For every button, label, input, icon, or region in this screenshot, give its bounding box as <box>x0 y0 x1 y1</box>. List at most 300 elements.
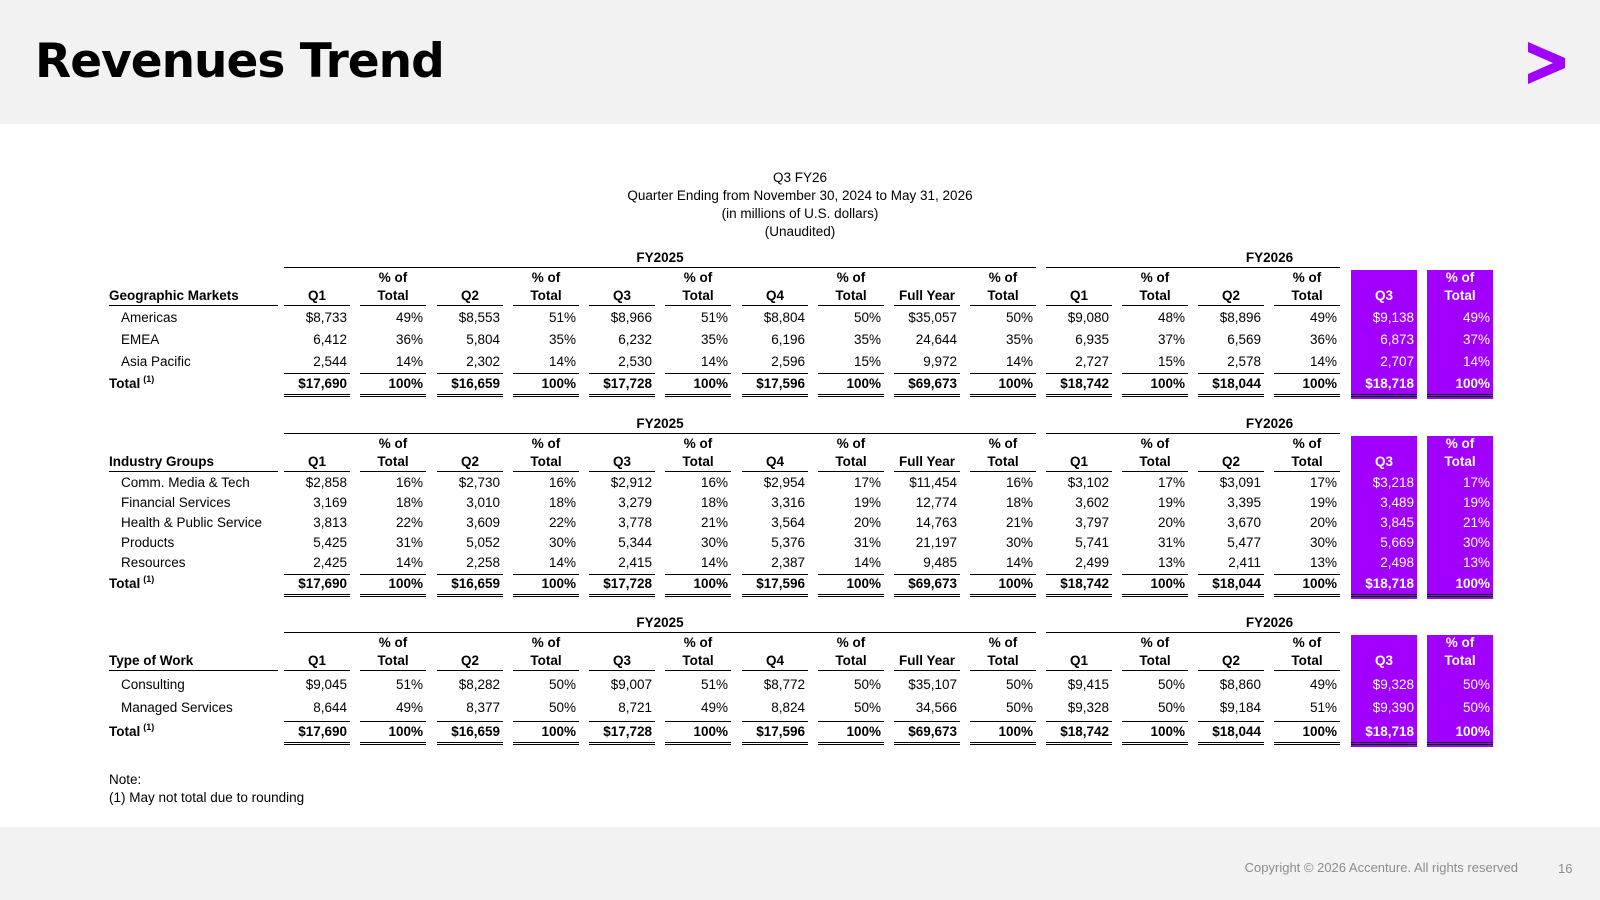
table-cell: 5,804 <box>466 332 500 347</box>
total-cell: $69,673 <box>908 724 957 739</box>
table-cell: 14% <box>853 555 881 570</box>
total-cell: $17,728 <box>603 724 652 739</box>
row-label: Comm. Media & Tech <box>121 475 250 490</box>
table-cell: $8,896 <box>1219 310 1261 325</box>
subtotal-rule <box>1427 574 1493 575</box>
table-cell: 14% <box>395 354 423 369</box>
table-cell: 2,578 <box>1227 354 1261 369</box>
table-cell: 12,774 <box>915 495 957 510</box>
table-cell: 21,197 <box>915 535 957 550</box>
total-cell: 100% <box>1302 376 1337 391</box>
column-header-q3: Q3 <box>1374 653 1393 668</box>
column-header-rule <box>513 305 579 306</box>
table-cell: 22% <box>548 515 576 530</box>
total-cell: 100% <box>846 576 881 591</box>
table-cell: 2,544 <box>313 354 347 369</box>
table-cell: $3,091 <box>1219 475 1261 490</box>
column-header-rule <box>818 670 884 671</box>
total-double-rule <box>1427 394 1493 397</box>
total-cell: $17,728 <box>603 576 652 591</box>
table-cell: $35,057 <box>908 310 957 325</box>
column-header-rule <box>1122 305 1188 306</box>
total-cell: 100% <box>541 724 576 739</box>
footer <box>0 827 1600 900</box>
column-header-q2: Q2 <box>1221 288 1240 303</box>
column-header-rule <box>284 305 350 306</box>
column-header-rule <box>1046 471 1112 472</box>
column-header-pct: % of <box>683 635 713 650</box>
column-header-pct: % of <box>988 270 1018 285</box>
table-cell: 2,727 <box>1075 354 1109 369</box>
column-header-rule <box>360 471 426 472</box>
column-header-q3: Q3 <box>612 653 631 668</box>
total-double-rule <box>1427 594 1493 597</box>
table-cell: $9,390 <box>1372 700 1414 715</box>
column-header-pct: % of <box>378 270 408 285</box>
subtotal-rule <box>665 373 731 374</box>
total-label-text: Total <box>109 376 141 391</box>
table-cell: 35% <box>1005 332 1033 347</box>
subtotal-rule <box>1046 574 1112 575</box>
table-cell: 2,387 <box>771 555 805 570</box>
table-cell: $3,102 <box>1067 475 1109 490</box>
section-heading: Type of Work <box>109 653 194 668</box>
column-header-rule <box>665 670 731 671</box>
column-header-pct: % of <box>836 270 866 285</box>
total-label <box>109 724 154 739</box>
table-cell: 20% <box>1157 515 1185 530</box>
subtotal-rule <box>589 373 655 374</box>
subtotal-rule <box>1046 373 1112 374</box>
table-cell: 3,845 <box>1380 515 1414 530</box>
total-double-rule <box>284 594 350 597</box>
fy2026-rule <box>1046 632 1340 633</box>
column-header-q3: Q3 <box>1374 454 1393 469</box>
table-cell: $9,045 <box>305 677 347 692</box>
table-cell: 18% <box>1005 495 1033 510</box>
total-double-rule <box>818 742 884 745</box>
total-cell: 100% <box>998 576 1033 591</box>
total-cell: $17,728 <box>603 376 652 391</box>
column-header-rule <box>818 305 884 306</box>
column-header-rule <box>1427 670 1493 671</box>
table-cell: 49% <box>1462 310 1490 325</box>
total-double-rule <box>437 594 503 597</box>
total-label-text: Total <box>109 724 141 739</box>
total-cell: $18,742 <box>1060 576 1109 591</box>
table-cell: 50% <box>548 677 576 692</box>
column-header-total: Total <box>1139 653 1171 668</box>
table-cell: 20% <box>1309 515 1337 530</box>
table-cell: 5,052 <box>466 535 500 550</box>
fy2026-label: FY2026 <box>1245 615 1294 630</box>
table-cell: 35% <box>548 332 576 347</box>
total-double-rule <box>1122 594 1188 597</box>
total-cell: 100% <box>1455 576 1490 591</box>
column-header-rule <box>1122 670 1188 671</box>
total-cell: 100% <box>1150 724 1185 739</box>
column-header-pct: % of <box>988 635 1018 650</box>
total-cell: $17,596 <box>756 376 805 391</box>
total-cell: $18,718 <box>1365 376 1414 391</box>
subtotal-rule <box>970 373 1036 374</box>
table-cell: 6,196 <box>771 332 805 347</box>
column-header-total: Total <box>1139 454 1171 469</box>
total-double-rule <box>1122 394 1188 397</box>
total-double-rule <box>284 742 350 745</box>
table-cell: 50% <box>853 677 881 692</box>
column-header-rule <box>1046 305 1112 306</box>
table-cell: 5,344 <box>618 535 652 550</box>
table-cell: 24,644 <box>915 332 957 347</box>
column-header-total: Total <box>835 288 867 303</box>
row-label: Health & Public Service <box>121 515 263 530</box>
total-double-rule <box>1274 742 1340 745</box>
table-cell: 19% <box>1157 495 1185 510</box>
subtotal-rule <box>894 721 960 722</box>
table-cell: 49% <box>700 700 728 715</box>
table-cell: 17% <box>1309 475 1337 490</box>
table-cell: 18% <box>548 495 576 510</box>
total-label <box>109 376 154 391</box>
column-header-rule <box>437 305 503 306</box>
column-header-total: Total <box>530 288 562 303</box>
caption-audit: (Unaudited) <box>764 224 836 239</box>
table-cell: 48% <box>1157 310 1185 325</box>
column-header-rule <box>360 305 426 306</box>
table-cell: 3,670 <box>1227 515 1261 530</box>
table-cell: 8,721 <box>618 700 652 715</box>
total-double-rule <box>894 742 960 745</box>
column-header-rule <box>1046 670 1112 671</box>
section-heading: Geographic Markets <box>109 288 239 303</box>
total-double-rule <box>1274 594 1340 597</box>
column-header-pct: % of <box>683 436 713 451</box>
table-cell: 22% <box>395 515 423 530</box>
total-cell: $69,673 <box>908 576 957 591</box>
table-cell: 36% <box>395 332 423 347</box>
table-cell: 14% <box>1005 555 1033 570</box>
total-cell: $16,659 <box>451 376 500 391</box>
total-double-rule <box>742 594 808 597</box>
subtotal-rule <box>589 574 655 575</box>
column-header-q2: Q2 <box>460 454 479 469</box>
table-cell: $2,858 <box>305 475 347 490</box>
subtotal-rule <box>818 373 884 374</box>
subtotal-rule <box>818 574 884 575</box>
subtotal-rule <box>894 373 960 374</box>
subtotal-rule <box>665 721 731 722</box>
total-double-rule <box>513 742 579 745</box>
column-header-pct: % of <box>531 436 561 451</box>
table-cell: 9,485 <box>923 555 957 570</box>
caption-period: Q3 FY26 <box>772 170 828 185</box>
total-cell: 100% <box>998 724 1033 739</box>
column-header-pct: % of <box>1140 436 1170 451</box>
table-cell: 17% <box>1462 475 1490 490</box>
column-header-total: Total <box>377 288 409 303</box>
table-cell: 3,602 <box>1075 495 1109 510</box>
table-cell: $8,966 <box>610 310 652 325</box>
table-cell: 2,530 <box>618 354 652 369</box>
subtotal-rule <box>513 574 579 575</box>
header <box>0 0 1600 124</box>
column-header-full-year: Full Year <box>898 288 956 303</box>
total-cell: 100% <box>541 576 576 591</box>
total-cell: $17,596 <box>756 576 805 591</box>
table-cell: 2,498 <box>1380 555 1414 570</box>
table-cell: 30% <box>1005 535 1033 550</box>
table-cell: $8,804 <box>763 310 805 325</box>
accenture-logo-icon <box>1525 40 1569 86</box>
total-cell: $17,596 <box>756 724 805 739</box>
table-cell: $8,733 <box>305 310 347 325</box>
table-cell: 50% <box>1157 700 1185 715</box>
subtotal-rule <box>1122 373 1188 374</box>
column-header-rule <box>1274 471 1340 472</box>
column-header-total: Total <box>1444 288 1476 303</box>
total-cell: 100% <box>1150 576 1185 591</box>
subtotal-rule <box>818 721 884 722</box>
column-header-q2: Q2 <box>1221 653 1240 668</box>
table-cell: 3,564 <box>771 515 805 530</box>
total-double-rule <box>970 594 1036 597</box>
total-cell: 100% <box>1455 724 1490 739</box>
table-cell: 14% <box>548 555 576 570</box>
total-double-rule <box>1046 394 1112 397</box>
table-cell: $9,138 <box>1372 310 1414 325</box>
table-cell: 15% <box>853 354 881 369</box>
total-double-rule <box>894 594 960 597</box>
table-cell: 51% <box>1309 700 1337 715</box>
heading-rule <box>109 305 278 306</box>
column-header-q3: Q3 <box>612 454 631 469</box>
column-header-total: Total <box>987 454 1019 469</box>
total-cell: 100% <box>693 576 728 591</box>
table-cell: 3,813 <box>313 515 347 530</box>
note-label: Note: <box>109 772 142 787</box>
total-cell: 100% <box>693 724 728 739</box>
table-cell: 51% <box>395 677 423 692</box>
column-header-total: Total <box>1291 653 1323 668</box>
heading-rule <box>109 670 278 671</box>
total-cell: 100% <box>998 376 1033 391</box>
table-cell: 14% <box>548 354 576 369</box>
subtotal-rule <box>284 721 350 722</box>
column-header-rule <box>970 305 1036 306</box>
total-cell: 100% <box>693 376 728 391</box>
table-cell: 8,377 <box>466 700 500 715</box>
table-cell: 35% <box>853 332 881 347</box>
table-cell: 3,316 <box>771 495 805 510</box>
total-double-rule <box>360 594 426 597</box>
column-header-rule <box>1274 670 1340 671</box>
total-double-rule <box>513 394 579 397</box>
table-cell: 6,935 <box>1075 332 1109 347</box>
table-cell: 30% <box>1309 535 1337 550</box>
column-header-total: Total <box>377 653 409 668</box>
table-cell: 3,778 <box>618 515 652 530</box>
total-cell: 100% <box>388 576 423 591</box>
total-double-rule <box>1351 742 1417 745</box>
table-cell: 31% <box>395 535 423 550</box>
total-double-rule <box>1427 742 1493 745</box>
fy2025-label: FY2025 <box>636 250 684 265</box>
table-cell: 5,741 <box>1075 535 1109 550</box>
total-double-rule <box>1198 594 1264 597</box>
column-header-rule <box>1122 471 1188 472</box>
subtotal-rule <box>1274 574 1340 575</box>
column-header-pct: % of <box>1292 635 1322 650</box>
table-cell: 34,566 <box>915 700 957 715</box>
table-cell: 17% <box>853 475 881 490</box>
column-header-full-year: Full Year <box>898 653 956 668</box>
column-header-pct: % of <box>531 270 561 285</box>
table-cell: 20% <box>853 515 881 530</box>
subtotal-rule <box>1351 373 1417 374</box>
table-cell: 6,873 <box>1380 332 1414 347</box>
footnote-marker: (1) <box>143 574 155 584</box>
column-header-rule <box>360 670 426 671</box>
table-cell: 31% <box>853 535 881 550</box>
column-header-rule <box>970 670 1036 671</box>
total-double-rule <box>513 594 579 597</box>
column-header-rule <box>437 471 503 472</box>
column-header-rule <box>818 471 884 472</box>
total-cell: 100% <box>1302 724 1337 739</box>
column-header-total: Total <box>987 288 1019 303</box>
total-double-rule <box>589 742 655 745</box>
total-cell: $16,659 <box>451 724 500 739</box>
column-header-total: Total <box>1444 454 1476 469</box>
column-header-total: Total <box>377 454 409 469</box>
column-header-q4: Q4 <box>765 454 784 469</box>
table-cell: $9,007 <box>610 677 652 692</box>
column-header-pct: % of <box>378 635 408 650</box>
column-header-rule <box>1198 305 1264 306</box>
table-cell: 50% <box>1462 700 1490 715</box>
row-label: Resources <box>121 555 186 570</box>
column-header-q4: Q4 <box>765 653 784 668</box>
table-cell: 15% <box>1157 354 1185 369</box>
table-cell: 51% <box>548 310 576 325</box>
total-cell: $69,673 <box>908 376 957 391</box>
fy2025-rule <box>284 632 1036 633</box>
table-cell: 2,258 <box>466 555 500 570</box>
total-double-rule <box>589 394 655 397</box>
column-header-total: Total <box>682 653 714 668</box>
row-label: Products <box>121 535 175 550</box>
subtotal-rule <box>589 721 655 722</box>
subtotal-rule <box>894 574 960 575</box>
total-cell: $18,044 <box>1212 376 1261 391</box>
column-header-rule <box>1351 670 1417 671</box>
table-cell: 19% <box>1462 495 1490 510</box>
table-cell: $8,772 <box>763 677 805 692</box>
column-header-pct: % of <box>836 436 866 451</box>
column-header-q4: Q4 <box>765 288 784 303</box>
table-cell: 2,415 <box>618 555 652 570</box>
total-label-text: Total <box>109 576 141 591</box>
table-cell: 19% <box>1309 495 1337 510</box>
table-cell: 50% <box>1005 700 1033 715</box>
table-cell: $35,107 <box>908 677 957 692</box>
column-header-pct: % of <box>988 436 1018 451</box>
table-cell: 21% <box>1005 515 1033 530</box>
column-header-pct: % of <box>1292 270 1322 285</box>
column-header-q1: Q1 <box>1069 288 1088 303</box>
table-cell: 16% <box>548 475 576 490</box>
note-text: (1) May not total due to rounding <box>109 790 305 805</box>
table-cell: 51% <box>700 310 728 325</box>
column-header-rule <box>1351 305 1417 306</box>
fy2026-rule <box>1046 267 1340 268</box>
column-header-pct: % of <box>1445 270 1475 285</box>
column-header-rule <box>284 471 350 472</box>
table-cell: 50% <box>853 700 881 715</box>
subtotal-rule <box>1351 721 1417 722</box>
table-cell: 49% <box>395 310 423 325</box>
column-header-pct: % of <box>1292 436 1322 451</box>
total-double-rule <box>1351 394 1417 397</box>
total-cell: 100% <box>541 376 576 391</box>
page-title: Revenues Trend <box>35 34 444 89</box>
column-header-rule <box>437 670 503 671</box>
subtotal-rule <box>437 574 503 575</box>
total-cell: $18,742 <box>1060 376 1109 391</box>
column-header-full-year: Full Year <box>898 454 956 469</box>
row-label: Financial Services <box>121 495 231 510</box>
table-cell: 49% <box>1309 310 1337 325</box>
total-cell: 100% <box>1150 376 1185 391</box>
table-cell: 31% <box>1157 535 1185 550</box>
total-cell: $18,718 <box>1365 576 1414 591</box>
total-double-rule <box>360 742 426 745</box>
table-cell: 49% <box>395 700 423 715</box>
column-header-rule <box>894 471 960 472</box>
table-cell: 3,797 <box>1075 515 1109 530</box>
table-cell: 17% <box>1157 475 1185 490</box>
column-header-q1: Q1 <box>307 454 326 469</box>
table-cell: 14,763 <box>915 515 957 530</box>
table-cell: 6,232 <box>618 332 652 347</box>
row-label: EMEA <box>121 332 160 347</box>
total-double-rule <box>665 394 731 397</box>
table-cell: 13% <box>1157 555 1185 570</box>
table-cell: 30% <box>700 535 728 550</box>
column-header-rule <box>513 471 579 472</box>
column-header-rule <box>589 670 655 671</box>
table-cell: 2,411 <box>1228 555 1261 570</box>
table-cell: 16% <box>1005 475 1033 490</box>
subtotal-rule <box>1351 574 1417 575</box>
total-double-rule <box>894 394 960 397</box>
column-header-total: Total <box>1291 454 1323 469</box>
table-cell: $2,954 <box>763 475 805 490</box>
column-header-total: Total <box>1444 653 1476 668</box>
total-double-rule <box>742 394 808 397</box>
subtotal-rule <box>742 721 808 722</box>
table-cell: 36% <box>1309 332 1337 347</box>
total-double-rule <box>970 742 1036 745</box>
total-label <box>109 576 154 591</box>
column-header-rule <box>284 670 350 671</box>
table-cell: 35% <box>700 332 728 347</box>
column-header-total: Total <box>682 288 714 303</box>
total-double-rule <box>1046 742 1112 745</box>
footnote-marker: (1) <box>143 722 155 732</box>
total-double-rule <box>818 394 884 397</box>
